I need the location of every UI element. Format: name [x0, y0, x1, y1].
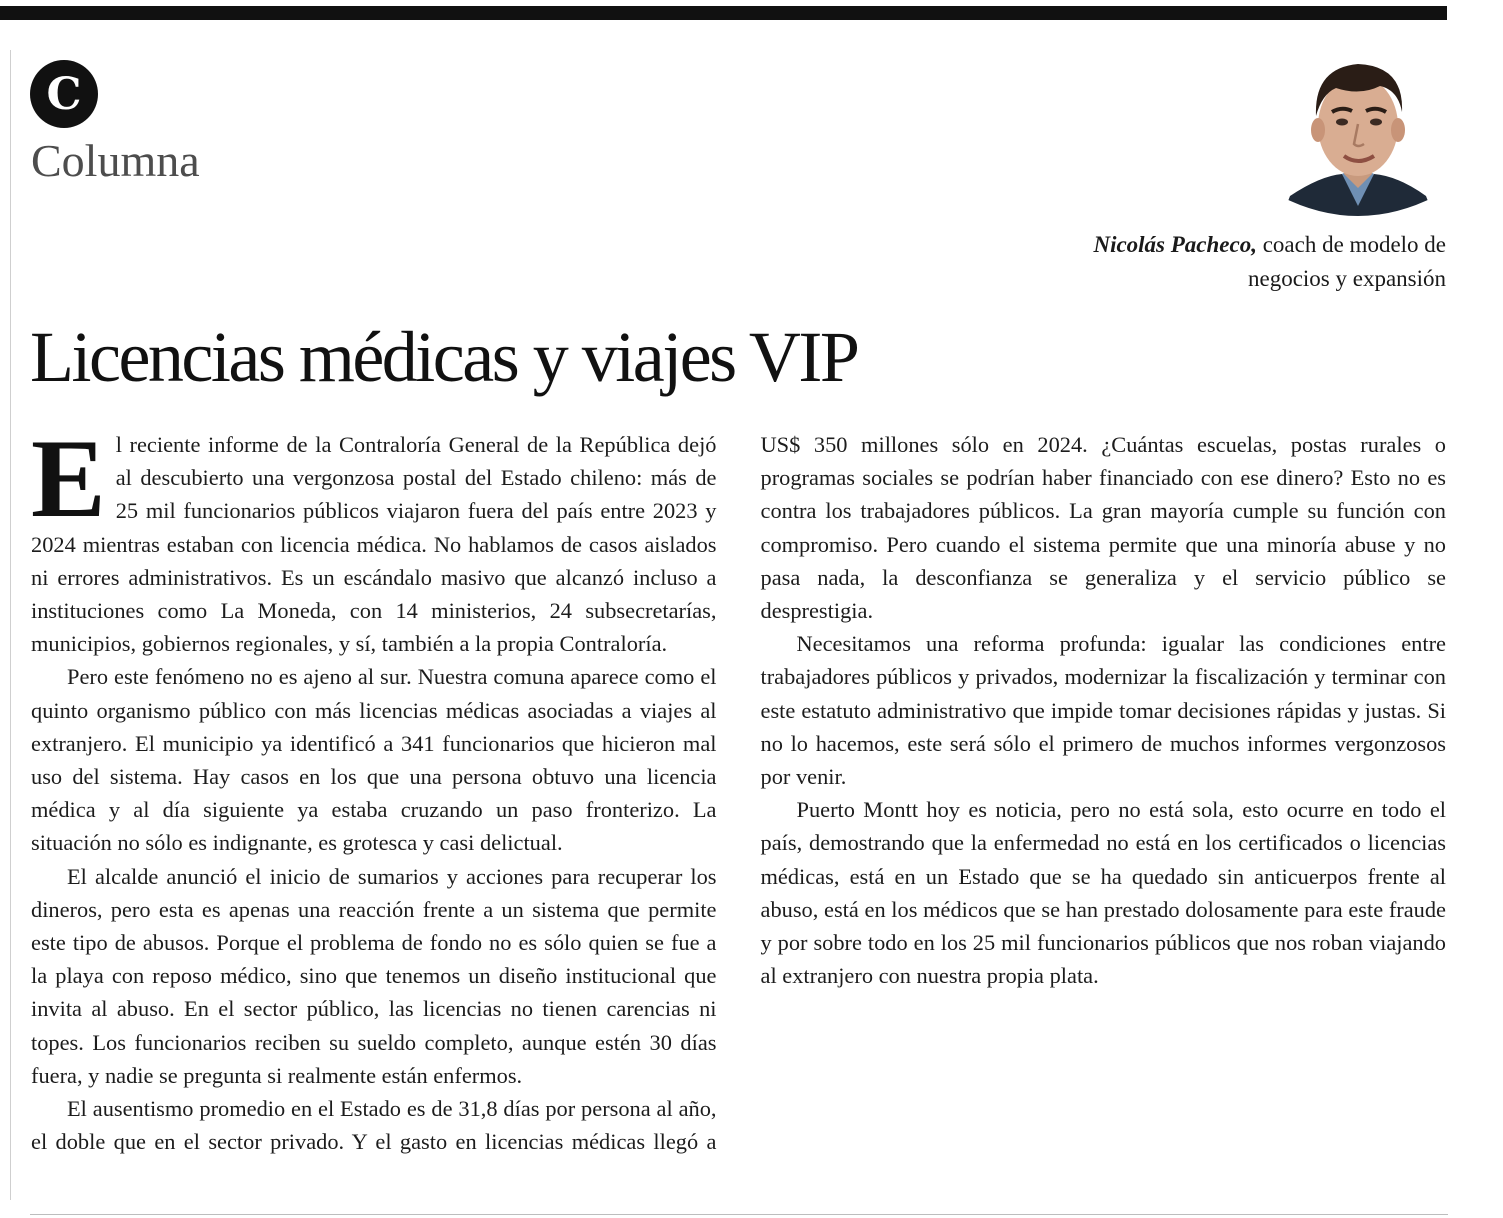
- left-column-rule: [10, 50, 11, 1200]
- article-paragraph: Necesitamos una reforma profunda: igualar las condiciones entre trabajadores públicos y privados, modernizar la fiscalización y terminar con este estatuto administrativo que impide tomar decisiones rápidas y justas. Si no lo hacemos, este será sólo el primero de muchos informes vergonzosos por venir.: [760, 631, 1446, 790]
- author-portrait-icon: [1280, 46, 1436, 222]
- section-badge: [30, 60, 98, 128]
- dropcap: E: [31, 417, 106, 541]
- author-name: Nicolás Pacheco,: [1093, 232, 1257, 257]
- author-byline: [1026, 228, 1446, 296]
- article-paragraph: [31, 417, 717, 660]
- bottom-rule: [30, 1214, 1448, 1215]
- article-paragraph: Puerto Montt hoy es noticia, pero no está sola, esto ocurre en todo el país, demostrando que la enfermedad no está en los certificados o licencias médicas, está en un Estado que se ha quedado sin anticuerpos frente al abuso, está en los médicos que se han prestado dolosamente para este fraude y por sobre todo en los 25 mil funcionarios públicos que nos roban viajando al extranjero con nuestra propia plata.: [760, 797, 1446, 989]
- section-label: Columna: [31, 135, 200, 186]
- article-paragraph: El ausentismo promedio en el Estado es de 31,8 días por persona al año, el doble que en el sector privado. Y el gasto en licencias médicas llegó a US$ 350 millones sólo en 2024. ¿Cuántas escuelas, postas rurales o programas sociales se podrían haber financiado con ese dinero? Esto no es contra los trabajadores públicos. La gran mayoría cumple su función con compromiso. Pero cuando el sistema permite que una minoría abuse y no pasa nada, la desconfianza se generaliza y el servicio público se desprestigia.: [31, 432, 1446, 1155]
- article-paragraph: Pero este fenómeno no es ajeno al sur. Nuestra comuna aparece como el quinto organismo público con más licencias médicas asociadas a viajes al extranjero. El municipio ya identificó a 341 funcionarios que hicieron mal uso del sistema. Hay casos en los que una persona obtuvo una licencia médica y al día siguiente ya estaba cruzando un paso fronterizo. La situación no sólo es indignante, es grotesca y casi delictual.: [31, 664, 717, 856]
- article-paragraph: El alcalde anunció el inicio de sumarios y acciones para recuperar los dineros, pero esta es apenas una reacción frente a un sistema que permite este tipo de abusos. Porque el problema de fondo no es sólo quien se fue a la playa con reposo médico, sino que tenemos un diseño institucional que invita al abuso. En el sector público, las licencias no tienen carencias ni topes. Los funcionarios reciben su sueldo completo, aunque estén 30 días fuera, y nadie se pregunta si realmente están enfermos.: [31, 863, 717, 1088]
- author-role: coach de modelo de negocios y expansión: [1247, 232, 1446, 291]
- article-body: [31, 417, 1446, 1168]
- top-rule: [0, 6, 1447, 20]
- paragraph-text: l reciente informe de la Contraloría General de la República dejó al descubierto una vergonzosa postal del Estado chileno: más de 25 mil funcionarios públicos viajaron fuera del país entre 2023 y 2024 mientras estaban con licencia médica. No hablamos de casos aislados ni errores administrativos. Es un escándalo masivo que alcanzó incluso a instituciones como La Moneda, con 14 ministerios, 24 subsecretarías, municipios, gobiernos regionales, y sí, también a la propia Contraloría.: [31, 432, 717, 657]
- article-headline: Licencias médicas y viajes VIP: [30, 317, 858, 397]
- section-badge-letter: C: [46, 68, 82, 120]
